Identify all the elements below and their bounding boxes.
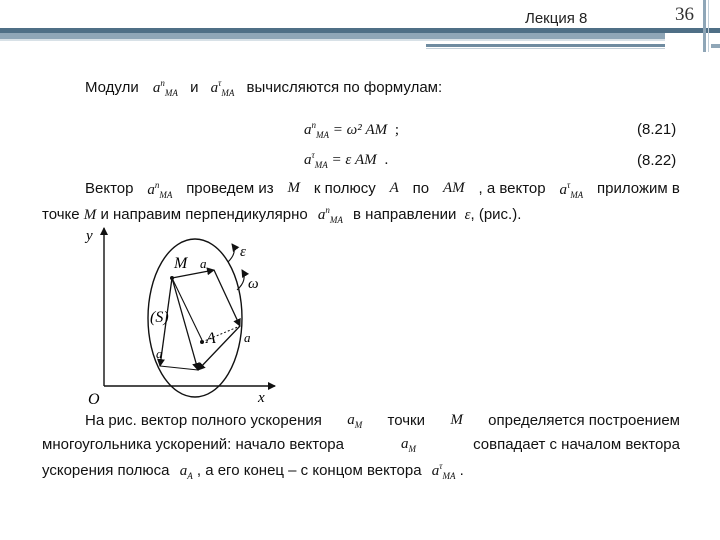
sym-a-n-ma: $a^n_{MA}$: [147, 180, 173, 200]
x-axis-label: x: [258, 390, 265, 406]
sym-a-tau-ma: $a^\tau_{MA}$: [431, 461, 456, 481]
label-omega: ω: [248, 276, 259, 292]
equation-8-22: $a^\tau_{MA} = \varepsilon$ AM .: [304, 150, 389, 170]
label-a: A: [206, 330, 216, 347]
equation-8-21: $a^n_{MA} = \omega^2$ AM ;: [304, 120, 400, 140]
lecture-title: Лекция 8: [525, 10, 588, 27]
label-m: M: [174, 255, 188, 272]
equation-number-8-22: (8.22): [637, 152, 677, 169]
segment-close: [160, 366, 198, 370]
equation-number-8-21: (8.21): [637, 121, 677, 138]
origin-label: O: [88, 391, 100, 408]
p3-line1: На рис. вектор полного ускорения $a_M$ точки M определяется построением: [85, 412, 680, 430]
page-number: 36: [675, 4, 694, 25]
sym-a-m: $a_M$: [347, 412, 363, 430]
sym-a-tau-ma: $a^\tau_{MA}$: [559, 180, 584, 200]
label-a-ma: a: [244, 330, 251, 345]
y-axis-label: y: [86, 228, 93, 244]
sym-a-n-ma: $a^n_{MA}$: [152, 78, 178, 98]
p2-line1: Вектор $a^n_{MA}$ проведем из M к полюсу A по AM , а вектор $a^\tau_{MA}$ приложим в: [85, 180, 680, 200]
label-epsilon: ε: [240, 244, 246, 260]
sym-a-n-ma: $a^n_{MA}$: [317, 205, 343, 225]
sym-a-tau-ma: $a^\tau_{MA}$: [210, 78, 235, 98]
p2-line2: точке M и направим перпендикулярно $a^n_{MA}$ в направлении ε, (рис.).: [42, 205, 522, 225]
sym-a-m: $a_M$: [401, 436, 417, 454]
p1-and: и: [190, 79, 199, 96]
p1-lead: Модули: [85, 79, 139, 96]
sym-a-a: $a_A$: [179, 463, 193, 481]
p3-line2: многоугольника ускорений: начало вектора $a_M$ совпадает с началом вектора: [42, 436, 680, 454]
label-a-m: a: [156, 346, 163, 361]
p3-line3: ускорения полюса $a_A$ , а его конец – с концом вектора $a^\tau_{MA}$ .: [42, 461, 464, 481]
label-s: (S): [150, 309, 169, 326]
label-a-a: a: [200, 256, 207, 271]
epsilon-arc: [228, 244, 234, 262]
p1-tail: вычисляются по формулам:: [246, 79, 443, 96]
